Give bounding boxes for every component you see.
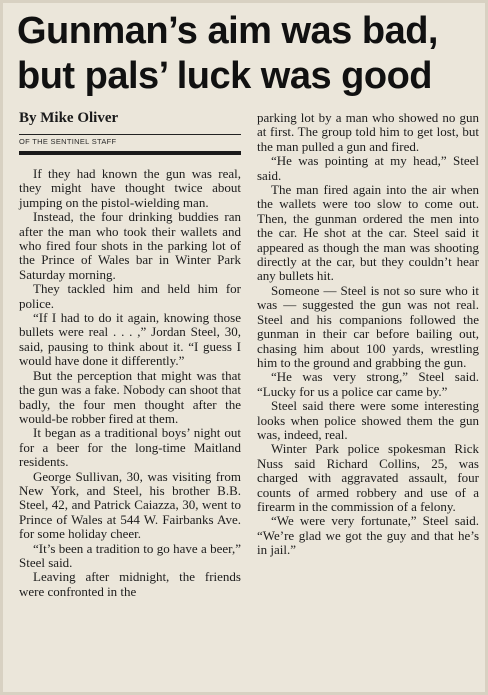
paragraph: “He was very strong,” Steel said. “Lucky for us a police car came by.” (257, 369, 479, 399)
headline-line-2: but pals’ luck was good (17, 55, 433, 97)
headline (17, 9, 479, 99)
paragraph: They tackled him and held him for police. (19, 281, 241, 311)
paragraph: If they had known the gun was real, they might have thought twice about jumping on the pistol-wielding man. (19, 166, 241, 210)
headline-line-1: Gunman’s aim was bad, (17, 10, 438, 52)
paragraph: But the perception that might was that the gun was a fake. Nobody can shoot that badly, the four men thought after the would-be robber fired at them. (19, 367, 241, 426)
paragraph: “If I had to do it again, knowing those bullets were real . . . ,” Jordan Steel, 30, said, pausing to think about it. “I guess I would have done it differently.” (19, 310, 241, 369)
staff-credit: OF THE SENTINEL STAFF (19, 137, 117, 146)
paragraph: Leaving after midnight, the friends were confronted in the (19, 569, 241, 599)
byline: By Mike Oliver (19, 110, 119, 126)
paragraph: Instead, the four drinking buddies ran after the man who took their wallets and who fired four shots in the parking lot of the Prince of Wales bar in Winter Park Saturday morning. (19, 209, 241, 282)
article-column-1 (19, 167, 241, 599)
paragraph: Steel said there were some interesting looks when police showed them the gun was, indeed, real. (257, 398, 479, 442)
paragraph: “We were very fortunate,” Steel said. “We’re glad we got the guy and that he’s in jail.” (257, 513, 479, 558)
paragraph: George Sullivan, 30, was visiting from New York, and Steel, his brother B.B. Steel, 42, and Patrick Caiazza, 30, went to Prince of Wales at 544 W. Fairbanks Ave. for some holiday cheer. (19, 468, 241, 542)
paragraph: Someone — Steel is not so sure who it was — suggested the gun was not real. Steel and his companions followed the gunman in their car before bailing out, chasing him about 100 yards, wrestling him to the ground and grabbing the gun. (257, 282, 479, 370)
paragraph: “It’s been a tradition to go have a beer,” Steel said. (19, 540, 241, 570)
paragraph: It began as a traditional boys’ night out for a beer for the long-time Maitland residents. (19, 425, 241, 470)
byline-divider (19, 151, 241, 155)
paragraph: parking lot by a man who showed no gun at first. The group told him to get lost, but the man pulled a gun and fired. (257, 110, 479, 154)
article-column-2 (257, 111, 479, 558)
paragraph: Winter Park police spokesman Rick Nuss said Richard Collins, 25, was charged with aggravated assault, four counts of armed robbery and use of a firearm in the commission of a felony. (257, 441, 479, 514)
paragraph: “He was pointing at my head,” Steel said. (257, 153, 479, 183)
paragraph: The man fired again into the air when the wallets were too slow to come out. Then, the gunman ordered the men into the car. He shot at the car. Steel said it appeared as though the man was shooting directly at the car, but they couldn’t hear any bullets hit. (257, 182, 479, 284)
byline-rule (19, 134, 241, 135)
